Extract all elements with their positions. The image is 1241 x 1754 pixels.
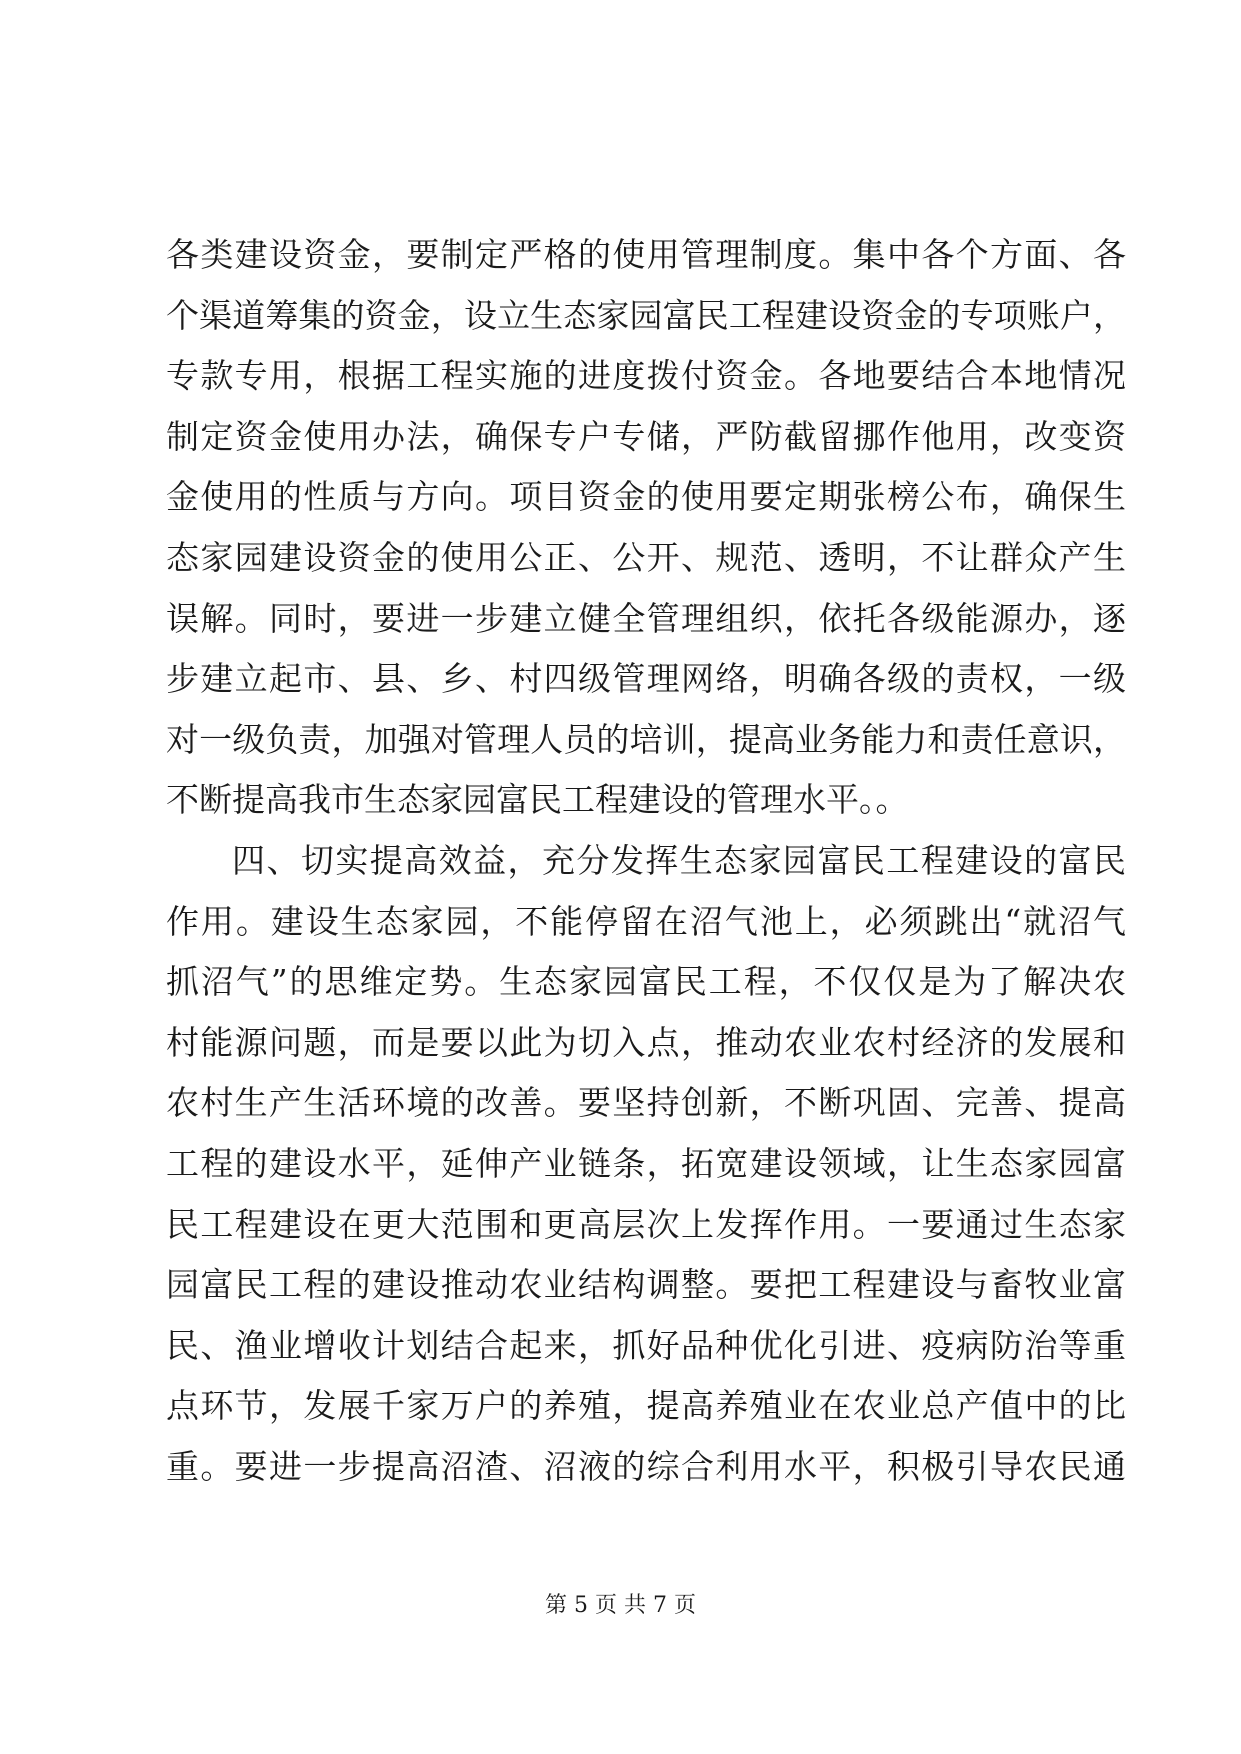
text-line: 制定资金使用办法，确保专户专储，严防截留挪作他用，改变资 (166, 416, 1126, 456)
text-line: 个渠道筹集的资金，设立生态家园富民工程建设资金的专项账户， (166, 295, 1126, 335)
text-line: 重。要进一步提高沼渣、沼液的综合利用水平，积极引导农民通 (166, 1446, 1126, 1486)
text-line: 工程的建设水平，延伸产业链条，拓宽建设领域，让生态家园富 (166, 1143, 1126, 1183)
text-line: 作用。建设生态家园，不能停留在沼气池上，必须跳出“就沼气 (166, 901, 1126, 941)
text-line: 村能源问题，而是要以此为切入点，推动农业农村经济的发展和 (166, 1022, 1126, 1062)
text-line: 民工程建设在更大范围和更高层次上发挥作用。一要通过生态家 (166, 1204, 1126, 1244)
paragraph-start-line: 四、切实提高效益，充分发挥生态家园富民工程建设的富民 (232, 840, 1126, 880)
body-text (166, 225, 1126, 1497)
text-line: 点环节，发展千家万户的养殖，提高养殖业在农业总产值中的比 (166, 1386, 1126, 1426)
text-line: 民、渔业增收计划结合起来，抓好品种优化引进、疫病防治等重 (166, 1325, 1126, 1365)
text-line: 各类建设资金，要制定严格的使用管理制度。集中各个方面、各 (166, 235, 1126, 274)
page-number: 第 5 页 共 7 页 (545, 1593, 696, 1618)
text-line: 抓沼气”的思维定势。生态家园富民工程，不仅仅是为了解决农 (166, 962, 1126, 1002)
paragraph-end-line: 不断提高我市生态家园富民工程建设的管理水平。。 (166, 780, 909, 820)
text-line: 农村生产生活环境的改善。要坚持创新，不断巩固、完善、提高 (166, 1083, 1126, 1123)
text-line: 园富民工程的建设推动农业结构调整。要把工程建设与畜牧业富 (166, 1265, 1126, 1305)
text-line: 态家园建设资金的使用公正、公开、规范、透明，不让群众产生 (166, 537, 1126, 577)
text-line: 对一级负责，加强对管理人员的培训，提高业务能力和责任意识， (166, 719, 1126, 759)
text-line: 步建立起市、县、乡、村四级管理网络，明确各级的责权，一级 (166, 659, 1126, 699)
text-line: 误解。同时，要进一步建立健全管理组织，依托各级能源办，逐 (166, 598, 1126, 638)
text-line: 专款专用，根据工程实施的进度拨付资金。各地要结合本地情况 (166, 356, 1126, 396)
text-line: 金使用的性质与方向。项目资金的使用要定期张榜公布，确保生 (166, 477, 1126, 517)
